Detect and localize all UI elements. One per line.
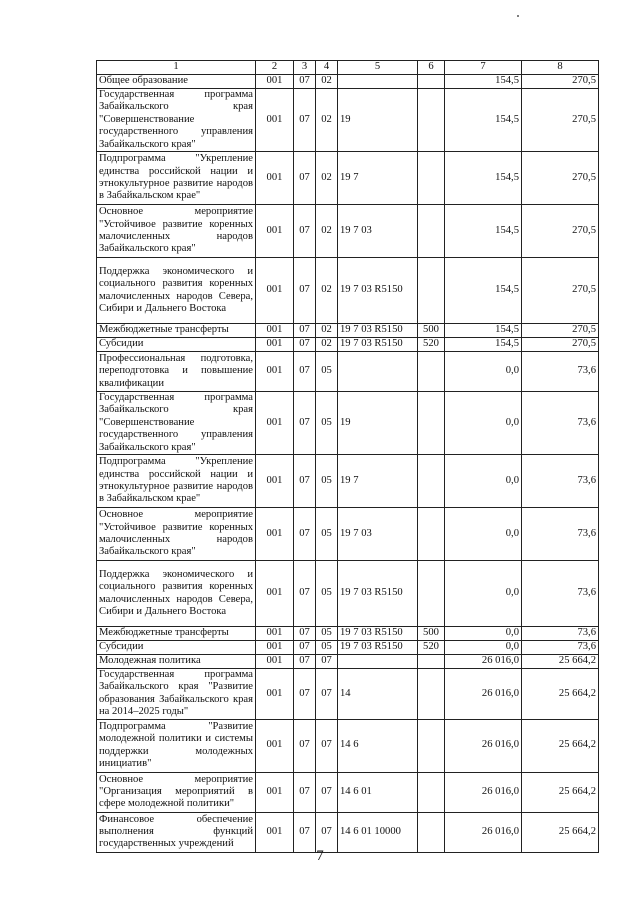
expense-type-cell [418, 392, 445, 455]
scan-speck [517, 15, 519, 17]
header-cell: 3 [294, 61, 316, 75]
table-row [97, 152, 599, 205]
amount-col8-cell: 25 664,2 [522, 812, 599, 852]
expense-type-cell [418, 812, 445, 852]
target-article-cell: 19 7 03 R5150 [338, 641, 418, 655]
subsection-cell: 05 [316, 455, 338, 508]
section-cell: 07 [294, 508, 316, 561]
page-number: 7 [316, 848, 324, 864]
expense-type-cell [418, 508, 445, 561]
item-name-cell: Финансовое обеспечение выполнения функций государственных учреждений [97, 812, 256, 852]
expense-type-cell [418, 655, 445, 669]
item-name-cell: Основное мероприятие "Устойчивое развитие коренных малочисленных народов Забайкальского края" [97, 508, 256, 561]
header-cell: 2 [256, 61, 294, 75]
subsection-cell: 05 [316, 508, 338, 561]
header-cell: 1 [97, 61, 256, 75]
amount-col7-cell: 154,5 [445, 338, 522, 352]
table-row [97, 258, 599, 324]
section-cell: 07 [294, 338, 316, 352]
expense-type-cell [418, 89, 445, 152]
table-row [97, 669, 599, 720]
amount-col7-cell: 0,0 [445, 455, 522, 508]
expense-type-cell [418, 352, 445, 392]
subsection-cell: 02 [316, 75, 338, 89]
section-cell: 07 [294, 455, 316, 508]
subsection-cell: 02 [316, 324, 338, 338]
item-name-cell: Государственная программа Забайкальского края "Развитие образования Забайкальского края на 2014–2025 годы" [97, 669, 256, 720]
admin-code-cell: 001 [256, 812, 294, 852]
subsection-cell: 05 [316, 392, 338, 455]
subsection-cell: 05 [316, 352, 338, 392]
table-row [97, 455, 599, 508]
table-row [97, 352, 599, 392]
section-cell: 07 [294, 772, 316, 812]
amount-col8-cell: 73,6 [522, 352, 599, 392]
header-cell: 6 [418, 61, 445, 75]
table-row [97, 508, 599, 561]
expense-type-cell [418, 205, 445, 258]
section-cell: 07 [294, 561, 316, 627]
amount-col7-cell: 154,5 [445, 152, 522, 205]
amount-col7-cell: 154,5 [445, 89, 522, 152]
table-row [97, 89, 599, 152]
expense-type-cell [418, 561, 445, 627]
admin-code-cell: 001 [256, 75, 294, 89]
subsection-cell: 07 [316, 655, 338, 669]
section-cell: 07 [294, 324, 316, 338]
amount-col7-cell: 26 016,0 [445, 655, 522, 669]
header-cell: 4 [316, 61, 338, 75]
item-name-cell: Общее образование [97, 75, 256, 89]
amount-col8-cell: 270,5 [522, 205, 599, 258]
subsection-cell: 05 [316, 641, 338, 655]
item-name-cell: Подпрограмма "Развитие молодежной политики и системы поддержки молодежных инициатив" [97, 719, 256, 772]
amount-col8-cell: 73,6 [522, 392, 599, 455]
section-cell: 07 [294, 669, 316, 720]
amount-col8-cell: 270,5 [522, 75, 599, 89]
header-row [97, 61, 599, 75]
section-cell: 07 [294, 392, 316, 455]
subsection-cell: 07 [316, 719, 338, 772]
target-article-cell: 19 [338, 89, 418, 152]
table-row [97, 641, 599, 655]
subsection-cell: 02 [316, 89, 338, 152]
table-row [97, 772, 599, 812]
section-cell: 07 [294, 719, 316, 772]
admin-code-cell: 001 [256, 641, 294, 655]
table-row [97, 812, 599, 852]
amount-col7-cell: 0,0 [445, 392, 522, 455]
budget-table [96, 60, 599, 853]
item-name-cell: Государственная программа Забайкальского края "Совершенствование государственного управления Забайкальского края" [97, 392, 256, 455]
admin-code-cell: 001 [256, 152, 294, 205]
item-name-cell: Поддержка экономического и социального развития коренных малочисленных народов Севера, Сибири и Дальнего Востока [97, 561, 256, 627]
target-article-cell: 19 7 [338, 152, 418, 205]
amount-col7-cell: 26 016,0 [445, 812, 522, 852]
target-article-cell: 19 7 [338, 455, 418, 508]
table-row [97, 324, 599, 338]
header-cell: 7 [445, 61, 522, 75]
admin-code-cell: 001 [256, 258, 294, 324]
amount-col7-cell: 154,5 [445, 205, 522, 258]
target-article-cell [338, 655, 418, 669]
section-cell: 07 [294, 152, 316, 205]
subsection-cell: 02 [316, 152, 338, 205]
subsection-cell: 07 [316, 772, 338, 812]
expense-type-cell [418, 455, 445, 508]
amount-col7-cell: 0,0 [445, 508, 522, 561]
amount-col7-cell: 26 016,0 [445, 669, 522, 720]
section-cell: 07 [294, 641, 316, 655]
table-row [97, 338, 599, 352]
item-name-cell: Подпрограмма "Укрепление единства российской нации и этнокультурное развитие народов в Забайкальском крае" [97, 152, 256, 205]
amount-col8-cell: 270,5 [522, 89, 599, 152]
target-article-cell: 19 7 03 R5150 [338, 561, 418, 627]
expense-type-cell: 500 [418, 324, 445, 338]
admin-code-cell: 001 [256, 655, 294, 669]
target-article-cell: 19 7 03 R5150 [338, 627, 418, 641]
target-article-cell: 19 7 03 R5150 [338, 258, 418, 324]
amount-col7-cell: 154,5 [445, 324, 522, 338]
amount-col8-cell: 270,5 [522, 338, 599, 352]
target-article-cell: 19 7 03 R5150 [338, 338, 418, 352]
target-article-cell [338, 352, 418, 392]
subsection-cell: 05 [316, 627, 338, 641]
section-cell: 07 [294, 812, 316, 852]
header-cell: 5 [338, 61, 418, 75]
admin-code-cell: 001 [256, 561, 294, 627]
table-row [97, 205, 599, 258]
expense-type-cell: 520 [418, 641, 445, 655]
target-article-cell: 14 6 01 10000 [338, 812, 418, 852]
section-cell: 07 [294, 75, 316, 89]
admin-code-cell: 001 [256, 508, 294, 561]
admin-code-cell: 001 [256, 324, 294, 338]
amount-col7-cell: 154,5 [445, 258, 522, 324]
subsection-cell: 02 [316, 338, 338, 352]
target-article-cell: 19 [338, 392, 418, 455]
amount-col8-cell: 270,5 [522, 258, 599, 324]
amount-col8-cell: 73,6 [522, 455, 599, 508]
expense-type-cell [418, 772, 445, 812]
amount-col7-cell: 0,0 [445, 627, 522, 641]
section-cell: 07 [294, 655, 316, 669]
amount-col7-cell: 0,0 [445, 561, 522, 627]
item-name-cell: Государственная программа Забайкальского края "Совершенствование государственного управления Забайкальского края" [97, 89, 256, 152]
item-name-cell: Субсидии [97, 641, 256, 655]
item-name-cell: Основное мероприятие "Организация мероприятий в сфере молодежной политики" [97, 772, 256, 812]
admin-code-cell: 001 [256, 392, 294, 455]
amount-col8-cell: 25 664,2 [522, 669, 599, 720]
section-cell: 07 [294, 352, 316, 392]
expense-type-cell [418, 152, 445, 205]
expense-type-cell [418, 669, 445, 720]
target-article-cell: 19 7 03 [338, 508, 418, 561]
subsection-cell: 07 [316, 669, 338, 720]
amount-col7-cell: 26 016,0 [445, 719, 522, 772]
section-cell: 07 [294, 89, 316, 152]
admin-code-cell: 001 [256, 89, 294, 152]
table-row [97, 75, 599, 89]
item-name-cell: Межбюджетные трансферты [97, 324, 256, 338]
admin-code-cell: 001 [256, 669, 294, 720]
table-row [97, 392, 599, 455]
target-article-cell [338, 75, 418, 89]
target-article-cell: 14 6 01 [338, 772, 418, 812]
target-article-cell: 14 6 [338, 719, 418, 772]
amount-col8-cell: 73,6 [522, 508, 599, 561]
table-row [97, 561, 599, 627]
subsection-cell: 05 [316, 561, 338, 627]
amount-col8-cell: 25 664,2 [522, 719, 599, 772]
expense-type-cell [418, 258, 445, 324]
amount-col8-cell: 270,5 [522, 324, 599, 338]
table-row [97, 655, 599, 669]
subsection-cell: 02 [316, 258, 338, 324]
target-article-cell: 19 7 03 R5150 [338, 324, 418, 338]
expense-type-cell [418, 75, 445, 89]
amount-col7-cell: 26 016,0 [445, 772, 522, 812]
header-cell: 8 [522, 61, 599, 75]
admin-code-cell: 001 [256, 455, 294, 508]
item-name-cell: Профессиональная подготовка, переподготовка и повышение квалификации [97, 352, 256, 392]
table-row [97, 719, 599, 772]
admin-code-cell: 001 [256, 627, 294, 641]
expense-type-cell: 500 [418, 627, 445, 641]
table-row [97, 627, 599, 641]
subsection-cell: 02 [316, 205, 338, 258]
amount-col8-cell: 270,5 [522, 152, 599, 205]
amount-col7-cell: 0,0 [445, 352, 522, 392]
item-name-cell: Подпрограмма "Укрепление единства российской нации и этнокультурное развитие народов в Забайкальском крае" [97, 455, 256, 508]
target-article-cell: 19 7 03 [338, 205, 418, 258]
admin-code-cell: 001 [256, 719, 294, 772]
section-cell: 07 [294, 258, 316, 324]
amount-col8-cell: 73,6 [522, 627, 599, 641]
item-name-cell: Основное мероприятие "Устойчивое развитие коренных малочисленных народов Забайкальского края" [97, 205, 256, 258]
section-cell: 07 [294, 205, 316, 258]
admin-code-cell: 001 [256, 205, 294, 258]
admin-code-cell: 001 [256, 338, 294, 352]
amount-col8-cell: 25 664,2 [522, 772, 599, 812]
admin-code-cell: 001 [256, 352, 294, 392]
item-name-cell: Межбюджетные трансферты [97, 627, 256, 641]
section-cell: 07 [294, 627, 316, 641]
target-article-cell: 14 [338, 669, 418, 720]
item-name-cell: Молодежная политика [97, 655, 256, 669]
expense-type-cell: 520 [418, 338, 445, 352]
subsection-cell: 07 [316, 812, 338, 852]
expense-type-cell [418, 719, 445, 772]
item-name-cell: Поддержка экономического и социального развития коренных малочисленных народов Севера, Сибири и Дальнего Востока [97, 258, 256, 324]
amount-col7-cell: 0,0 [445, 641, 522, 655]
amount-col8-cell: 25 664,2 [522, 655, 599, 669]
amount-col8-cell: 73,6 [522, 561, 599, 627]
item-name-cell: Субсидии [97, 338, 256, 352]
admin-code-cell: 001 [256, 772, 294, 812]
amount-col7-cell: 154,5 [445, 75, 522, 89]
amount-col8-cell: 73,6 [522, 641, 599, 655]
